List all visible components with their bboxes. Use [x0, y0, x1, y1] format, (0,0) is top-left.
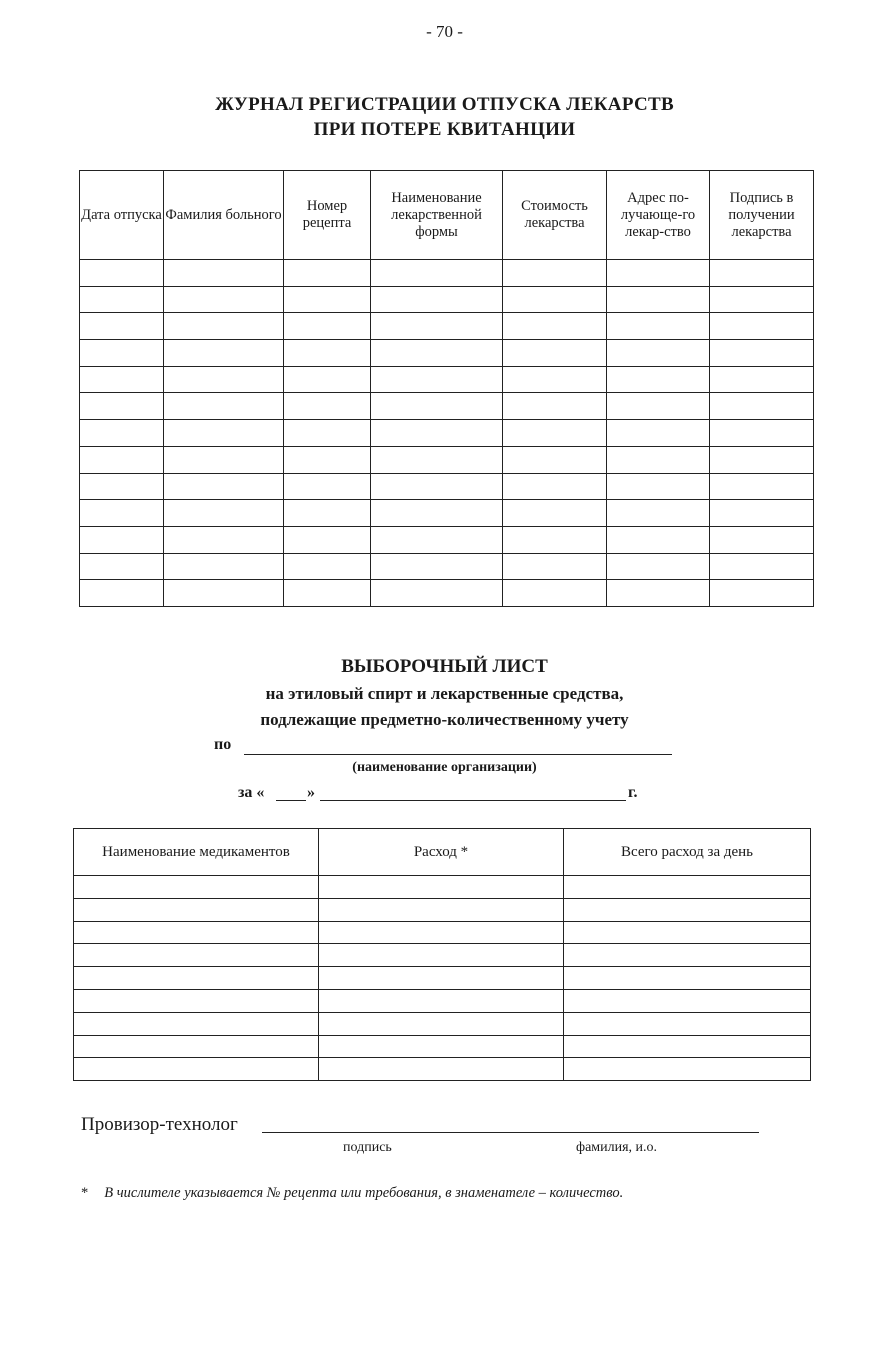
selection-row — [74, 1012, 811, 1035]
table-cell — [164, 553, 284, 580]
table-cell — [319, 944, 564, 967]
table-cell — [503, 526, 607, 553]
table-cell — [371, 420, 503, 447]
table-cell — [284, 446, 371, 473]
selection-sheet-subtitle-line2: подлежащие предметно-количественному учету — [260, 710, 629, 729]
table-cell — [80, 340, 164, 367]
table-cell — [607, 553, 710, 580]
table-cell — [164, 473, 284, 500]
table-cell — [371, 340, 503, 367]
table-cell — [284, 500, 371, 527]
selection-table — [73, 828, 811, 1081]
table-cell — [503, 366, 607, 393]
table-cell — [80, 553, 164, 580]
table-cell — [164, 313, 284, 340]
po-label: по — [214, 736, 232, 753]
table-cell — [371, 393, 503, 420]
signature-caption: подпись — [343, 1140, 392, 1155]
table-cell — [164, 286, 284, 313]
selection-row — [74, 1035, 811, 1058]
table-cell — [371, 286, 503, 313]
table-cell — [164, 393, 284, 420]
table-cell — [710, 366, 814, 393]
journal-row — [80, 286, 814, 313]
table-cell — [607, 500, 710, 527]
table-cell — [564, 876, 811, 899]
footnote — [81, 1185, 623, 1202]
journal-row — [80, 526, 814, 553]
table-cell — [503, 420, 607, 447]
table-cell — [164, 500, 284, 527]
table-cell — [607, 473, 710, 500]
table-cell — [371, 526, 503, 553]
journal-row — [80, 313, 814, 340]
journal-row — [80, 446, 814, 473]
month-line — [320, 800, 626, 801]
table-cell — [564, 967, 811, 990]
table-cell — [74, 876, 319, 899]
journal-col-cost: Стоимость лекарства — [503, 171, 607, 260]
journal-title-line1: ЖУРНАЛ РЕГИСТРАЦИИ ОТПУСКА ЛЕКАРСТВ — [215, 94, 674, 115]
table-cell — [607, 286, 710, 313]
table-cell — [607, 366, 710, 393]
table-cell — [74, 921, 319, 944]
journal-row — [80, 420, 814, 447]
table-cell — [284, 366, 371, 393]
table-cell — [607, 420, 710, 447]
table-cell — [319, 967, 564, 990]
table-cell — [607, 340, 710, 367]
table-cell — [284, 313, 371, 340]
journal-col-form: Наименование лекарственной формы — [371, 171, 503, 260]
selection-col-expense: Расход * — [319, 829, 564, 876]
table-cell — [564, 944, 811, 967]
table-cell — [80, 286, 164, 313]
table-cell — [284, 393, 371, 420]
selection-col-total: Всего расход за день — [564, 829, 811, 876]
journal-title-line2: ПРИ ПОТЕРЕ КВИТАНЦИИ — [313, 119, 576, 140]
table-cell — [503, 286, 607, 313]
table-cell — [284, 420, 371, 447]
table-cell — [164, 446, 284, 473]
table-cell — [80, 580, 164, 607]
journal-col-prescription: Номер рецепта — [284, 171, 371, 260]
organization-caption: (наименование организации) — [352, 760, 537, 775]
year-suffix: г. — [628, 784, 638, 801]
table-cell — [74, 967, 319, 990]
table-cell — [710, 526, 814, 553]
table-cell — [74, 898, 319, 921]
table-cell — [80, 473, 164, 500]
table-cell — [607, 526, 710, 553]
journal-row — [80, 473, 814, 500]
table-cell — [319, 1058, 564, 1081]
table-cell — [564, 1035, 811, 1058]
table-cell — [503, 446, 607, 473]
table-cell — [74, 944, 319, 967]
journal-row — [80, 393, 814, 420]
journal-col-date: Дата отпуска — [80, 171, 164, 260]
table-cell — [607, 260, 710, 287]
table-cell — [80, 393, 164, 420]
table-cell — [503, 580, 607, 607]
table-cell — [564, 898, 811, 921]
table-cell — [371, 500, 503, 527]
table-cell — [503, 553, 607, 580]
table-cell — [564, 1058, 811, 1081]
table-cell — [164, 526, 284, 553]
journal-col-patient: Фамилия больного — [164, 171, 284, 260]
table-cell — [74, 1058, 319, 1081]
day-line — [276, 800, 306, 801]
table-cell — [564, 921, 811, 944]
selection-col-name: Наименование медикаментов — [74, 829, 319, 876]
za-label: за « — [238, 784, 265, 801]
table-cell — [284, 286, 371, 313]
selection-row — [74, 967, 811, 990]
page-number: - 70 - — [426, 22, 463, 41]
table-cell — [371, 580, 503, 607]
journal-row — [80, 500, 814, 527]
table-cell — [74, 989, 319, 1012]
table-cell — [284, 260, 371, 287]
table-cell — [319, 876, 564, 899]
quote-close: » — [307, 784, 315, 801]
journal-row — [80, 553, 814, 580]
table-cell — [710, 393, 814, 420]
table-cell — [80, 446, 164, 473]
table-cell — [80, 366, 164, 393]
selection-sheet-subtitle-line1: на этиловый спирт и лекарственные средства, — [265, 684, 624, 703]
table-cell — [710, 446, 814, 473]
table-cell — [503, 500, 607, 527]
table-cell — [164, 260, 284, 287]
name-caption: фамилия, и.о. — [576, 1140, 658, 1155]
table-cell — [710, 580, 814, 607]
table-cell — [284, 473, 371, 500]
selection-body — [74, 876, 811, 1081]
table-cell — [564, 989, 811, 1012]
table-cell — [80, 420, 164, 447]
table-cell — [74, 1035, 319, 1058]
table-cell — [503, 313, 607, 340]
table-cell — [710, 553, 814, 580]
selection-header-row — [74, 829, 811, 876]
journal-col-address: Адрес по-лучающе-го лекар-ство — [607, 171, 710, 260]
table-cell — [503, 393, 607, 420]
signature-label: Провизор-технолог — [81, 1114, 238, 1135]
table-cell — [607, 446, 710, 473]
table-cell — [371, 260, 503, 287]
table-cell — [710, 313, 814, 340]
table-cell — [607, 313, 710, 340]
organization-line — [244, 754, 672, 755]
selection-row — [74, 944, 811, 967]
table-cell — [503, 260, 607, 287]
table-cell — [80, 526, 164, 553]
journal-body — [80, 260, 814, 607]
journal-row — [80, 260, 814, 287]
journal-row — [80, 580, 814, 607]
table-cell — [284, 553, 371, 580]
table-cell — [164, 340, 284, 367]
table-cell — [164, 580, 284, 607]
table-cell — [319, 989, 564, 1012]
journal-row — [80, 340, 814, 367]
table-cell — [503, 340, 607, 367]
table-cell — [710, 420, 814, 447]
selection-row — [74, 1058, 811, 1081]
table-cell — [284, 580, 371, 607]
table-cell — [80, 500, 164, 527]
table-cell — [164, 366, 284, 393]
table-cell — [710, 473, 814, 500]
table-cell — [319, 921, 564, 944]
signature-line — [262, 1132, 759, 1133]
footnote-text: В числителе указывается № рецепта или требования, в знаменателе – количество. — [104, 1185, 624, 1201]
table-cell — [80, 260, 164, 287]
table-cell — [371, 446, 503, 473]
selection-row — [74, 921, 811, 944]
selection-row — [74, 989, 811, 1012]
selection-row — [74, 876, 811, 899]
table-cell — [371, 313, 503, 340]
table-cell — [371, 366, 503, 393]
selection-sheet-title: ВЫБОРОЧНЫЙ ЛИСТ — [341, 656, 548, 677]
table-cell — [319, 898, 564, 921]
journal-title — [0, 92, 889, 142]
table-cell — [607, 580, 710, 607]
table-cell — [607, 393, 710, 420]
table-cell — [564, 1012, 811, 1035]
table-cell — [80, 313, 164, 340]
journal-col-signature: Подпись в получении лекарства — [710, 171, 814, 260]
journal-header-row — [80, 171, 814, 260]
table-cell — [710, 260, 814, 287]
table-cell — [710, 286, 814, 313]
journal-row — [80, 366, 814, 393]
selection-row — [74, 898, 811, 921]
table-cell — [710, 340, 814, 367]
table-cell — [319, 1035, 564, 1058]
table-cell — [503, 473, 607, 500]
table-cell — [164, 420, 284, 447]
table-cell — [74, 1012, 319, 1035]
journal-table — [79, 170, 814, 607]
footnote-marker: * — [81, 1185, 89, 1201]
table-cell — [284, 526, 371, 553]
table-cell — [319, 1012, 564, 1035]
table-cell — [371, 553, 503, 580]
table-cell — [284, 340, 371, 367]
table-cell — [371, 473, 503, 500]
table-cell — [710, 500, 814, 527]
